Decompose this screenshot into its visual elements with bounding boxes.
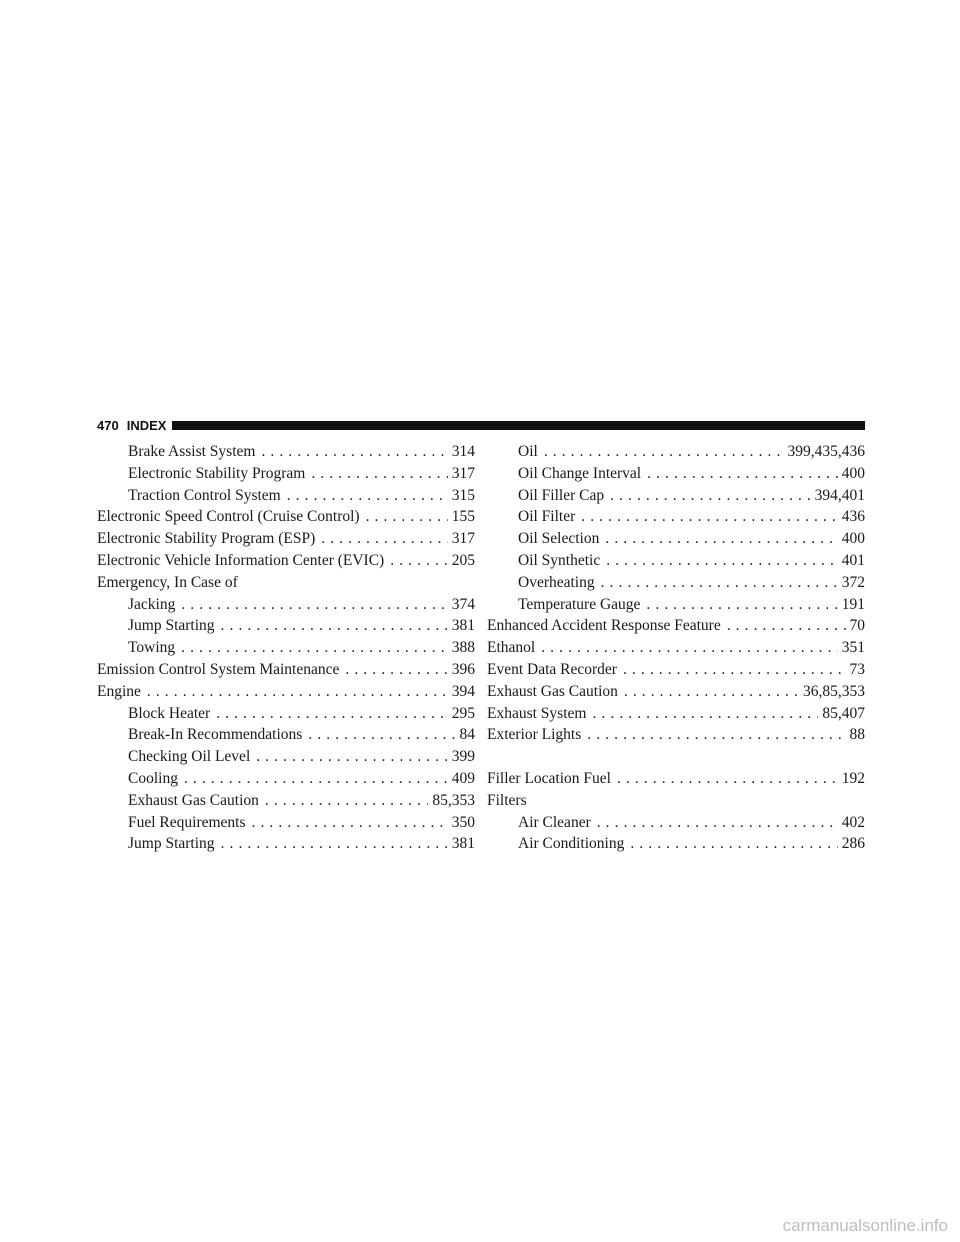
dot-leader [624,681,799,703]
index-entry-page: 372 [841,573,865,591]
page-header [97,415,865,435]
index-entry-page: 317 [451,530,475,548]
index-entry [487,506,865,528]
index-entry [487,463,865,485]
index-entry-label: Checking Oil Level [128,748,251,766]
dot-leader [390,550,448,572]
index-entry [97,550,475,572]
index-entry-label: Oil [518,443,538,460]
index-entry-label: Jacking [128,595,176,613]
index-entry-page: 73 [849,660,865,678]
index-entry-label: Traction Control System [128,486,281,504]
index-entry [97,615,475,637]
index-entry-label: Jump Starting [128,617,215,635]
section-title: INDEX [126,417,167,433]
index-entry [487,768,865,790]
index-entry [97,659,475,681]
index-entry [97,572,475,594]
index-entry-label: Ethanol [487,639,536,657]
index-entry-label: Oil Synthetic [518,551,601,569]
index-entry-label: Air Conditioning [518,835,625,853]
dot-leader [184,768,448,790]
index-entry-label: Towing [128,639,176,657]
index-entry-page: 88 [849,726,865,744]
dot-leader [252,812,448,834]
index-entry-label: Fuel Requirements [128,813,246,831]
index-entry-page: 350 [451,813,475,831]
index-entry [487,441,865,463]
index-entry-page: 70 [849,617,865,635]
index-entry [487,790,865,812]
index-entry-page: 205 [451,551,475,569]
dot-leader [606,550,838,572]
dot-leader [623,659,846,681]
index-entry-page: 314 [451,443,475,460]
index-entry-page: 394,401 [814,486,865,504]
index-entry-page: 192 [841,769,865,787]
index-entry [487,550,865,572]
index-entry-label: Exhaust Gas Caution [128,791,259,809]
index-entry-page: 381 [451,617,475,635]
dot-leader [630,833,837,855]
index-entry-page: 317 [451,464,475,482]
dot-leader [587,724,845,746]
index-entry-page: 396 [451,660,475,678]
index-entry-label: Electronic Stability Program (ESP) [97,530,316,548]
index-entry [487,812,865,834]
index-column-left [97,441,475,855]
dot-leader [592,703,818,725]
index-entry [97,463,475,485]
index-entry [97,528,475,550]
index-entry-label: Air Cleaner [518,813,591,831]
index-column-right [487,441,865,855]
index-entry-page: 436 [841,508,865,526]
index-entry [97,724,475,746]
dot-leader [581,506,837,528]
dot-leader [345,659,447,681]
dot-leader [605,528,837,550]
dot-leader [216,703,448,725]
index-entry-label: Exhaust Gas Caution [487,682,618,700]
index-entry-label: Electronic Speed Control (Cruise Control) [97,508,360,526]
dot-leader [221,615,448,637]
index-entry-label: Oil Selection [518,530,600,548]
index-entry [487,724,865,746]
index-entry [97,833,475,855]
dot-leader [601,572,838,594]
index-entry-page: 374 [451,595,475,613]
index-entry-label: Emergency, In Case of [97,573,238,591]
dot-leader [646,594,837,616]
index-entry [487,615,865,637]
index-entry-page: 286 [841,835,865,853]
index-entry-page: 191 [841,595,865,613]
index-entry-page: 381 [451,835,475,853]
index-entry [487,681,865,703]
index-entry [487,659,865,681]
index-entry [487,572,865,594]
dot-leader [647,463,838,485]
index-entry-page: 399 [451,748,475,766]
index-entry [97,681,475,703]
dot-leader [221,833,448,855]
dot-leader [147,681,448,703]
index-entry [97,441,475,463]
page-number: 470 [97,417,119,433]
index-entry [487,833,865,855]
index-entry [97,637,475,659]
index-entry [97,594,475,616]
index-spacer [487,746,865,768]
index-entry-label: Oil Change Interval [518,464,642,482]
index-entry-page: 155 [451,508,475,526]
index-entry-label: Jump Starting [128,835,215,853]
watermark: carmanualsonline.info [782,1216,948,1235]
index-entry-page: 295 [451,704,475,722]
index-entry-page: 351 [841,639,865,657]
index-entry [487,703,865,725]
index-entry-label: Electronic Stability Program [128,464,306,482]
dot-leader [541,637,838,659]
dot-leader [311,463,447,485]
index-entry [97,790,475,812]
index-entry [487,637,865,659]
dot-leader [610,485,811,507]
index-entry-label: Event Data Recorder [487,660,617,678]
index-entry-label: Electronic Vehicle Information Center (EVIC) [97,551,385,569]
index-entry [487,594,865,616]
index-entry-label: Overheating [518,573,595,591]
index-entry-label: Exterior Lights [487,726,582,744]
index-entry-page: 394 [451,682,475,700]
index-entry-page: 315 [451,486,475,504]
index-entry [97,768,475,790]
index-entry-label: Oil Filler Cap [518,486,605,504]
index-entry-label: Oil Filter [518,508,576,526]
index-entry [97,485,475,507]
index-entry [97,812,475,834]
index-entry-page: 409 [451,769,475,787]
index-entry-label: Engine [97,682,141,700]
header-rule [172,421,865,430]
dot-leader [181,594,447,616]
index-entry-label: Filler Location Fuel [487,769,611,787]
dot-leader [256,746,448,768]
dot-leader [321,528,447,550]
index-entry-page: 400 [841,530,865,548]
dot-leader [308,724,455,746]
index-entry-page: 84 [459,726,475,744]
index-entry-page: 388 [451,639,475,657]
index-entry [487,528,865,550]
dot-leader [287,485,448,507]
index-entry [97,746,475,768]
dot-leader [617,768,838,790]
index-entry-label: Block Heater [128,704,211,722]
index-entry [97,703,475,725]
index-entry [97,506,475,528]
index-entry-label: Enhanced Accident Response Feature [487,617,721,635]
index-entry-label: Emission Control System Maintenance [97,660,340,678]
dot-leader [544,441,784,463]
index-entry-page: 36,85,353 [803,682,865,700]
index-entry-page: 402 [841,813,865,831]
dot-leader [261,441,447,463]
index-entry-label: Exhaust System [487,704,587,722]
index-entry [487,485,865,507]
index-entry-label: Brake Assist System [128,443,256,460]
index-entry-label: Temperature Gauge [518,595,641,613]
index-entry-page: 401 [841,551,865,569]
index-entry-page: 85,407 [822,704,865,722]
index-entry-page: 400 [841,464,865,482]
dot-leader [727,615,846,637]
dot-leader [265,790,429,812]
index-entry-label: Cooling [128,769,178,787]
index-entry-label: Filters [487,791,527,809]
dot-leader [597,812,838,834]
index-entry-label: Break-In Recommendations [128,726,303,744]
dot-leader [181,637,448,659]
dot-leader [366,506,448,528]
index-entry-page: 85,353 [432,791,475,809]
index-entry-page: 399,435,436 [787,443,865,460]
